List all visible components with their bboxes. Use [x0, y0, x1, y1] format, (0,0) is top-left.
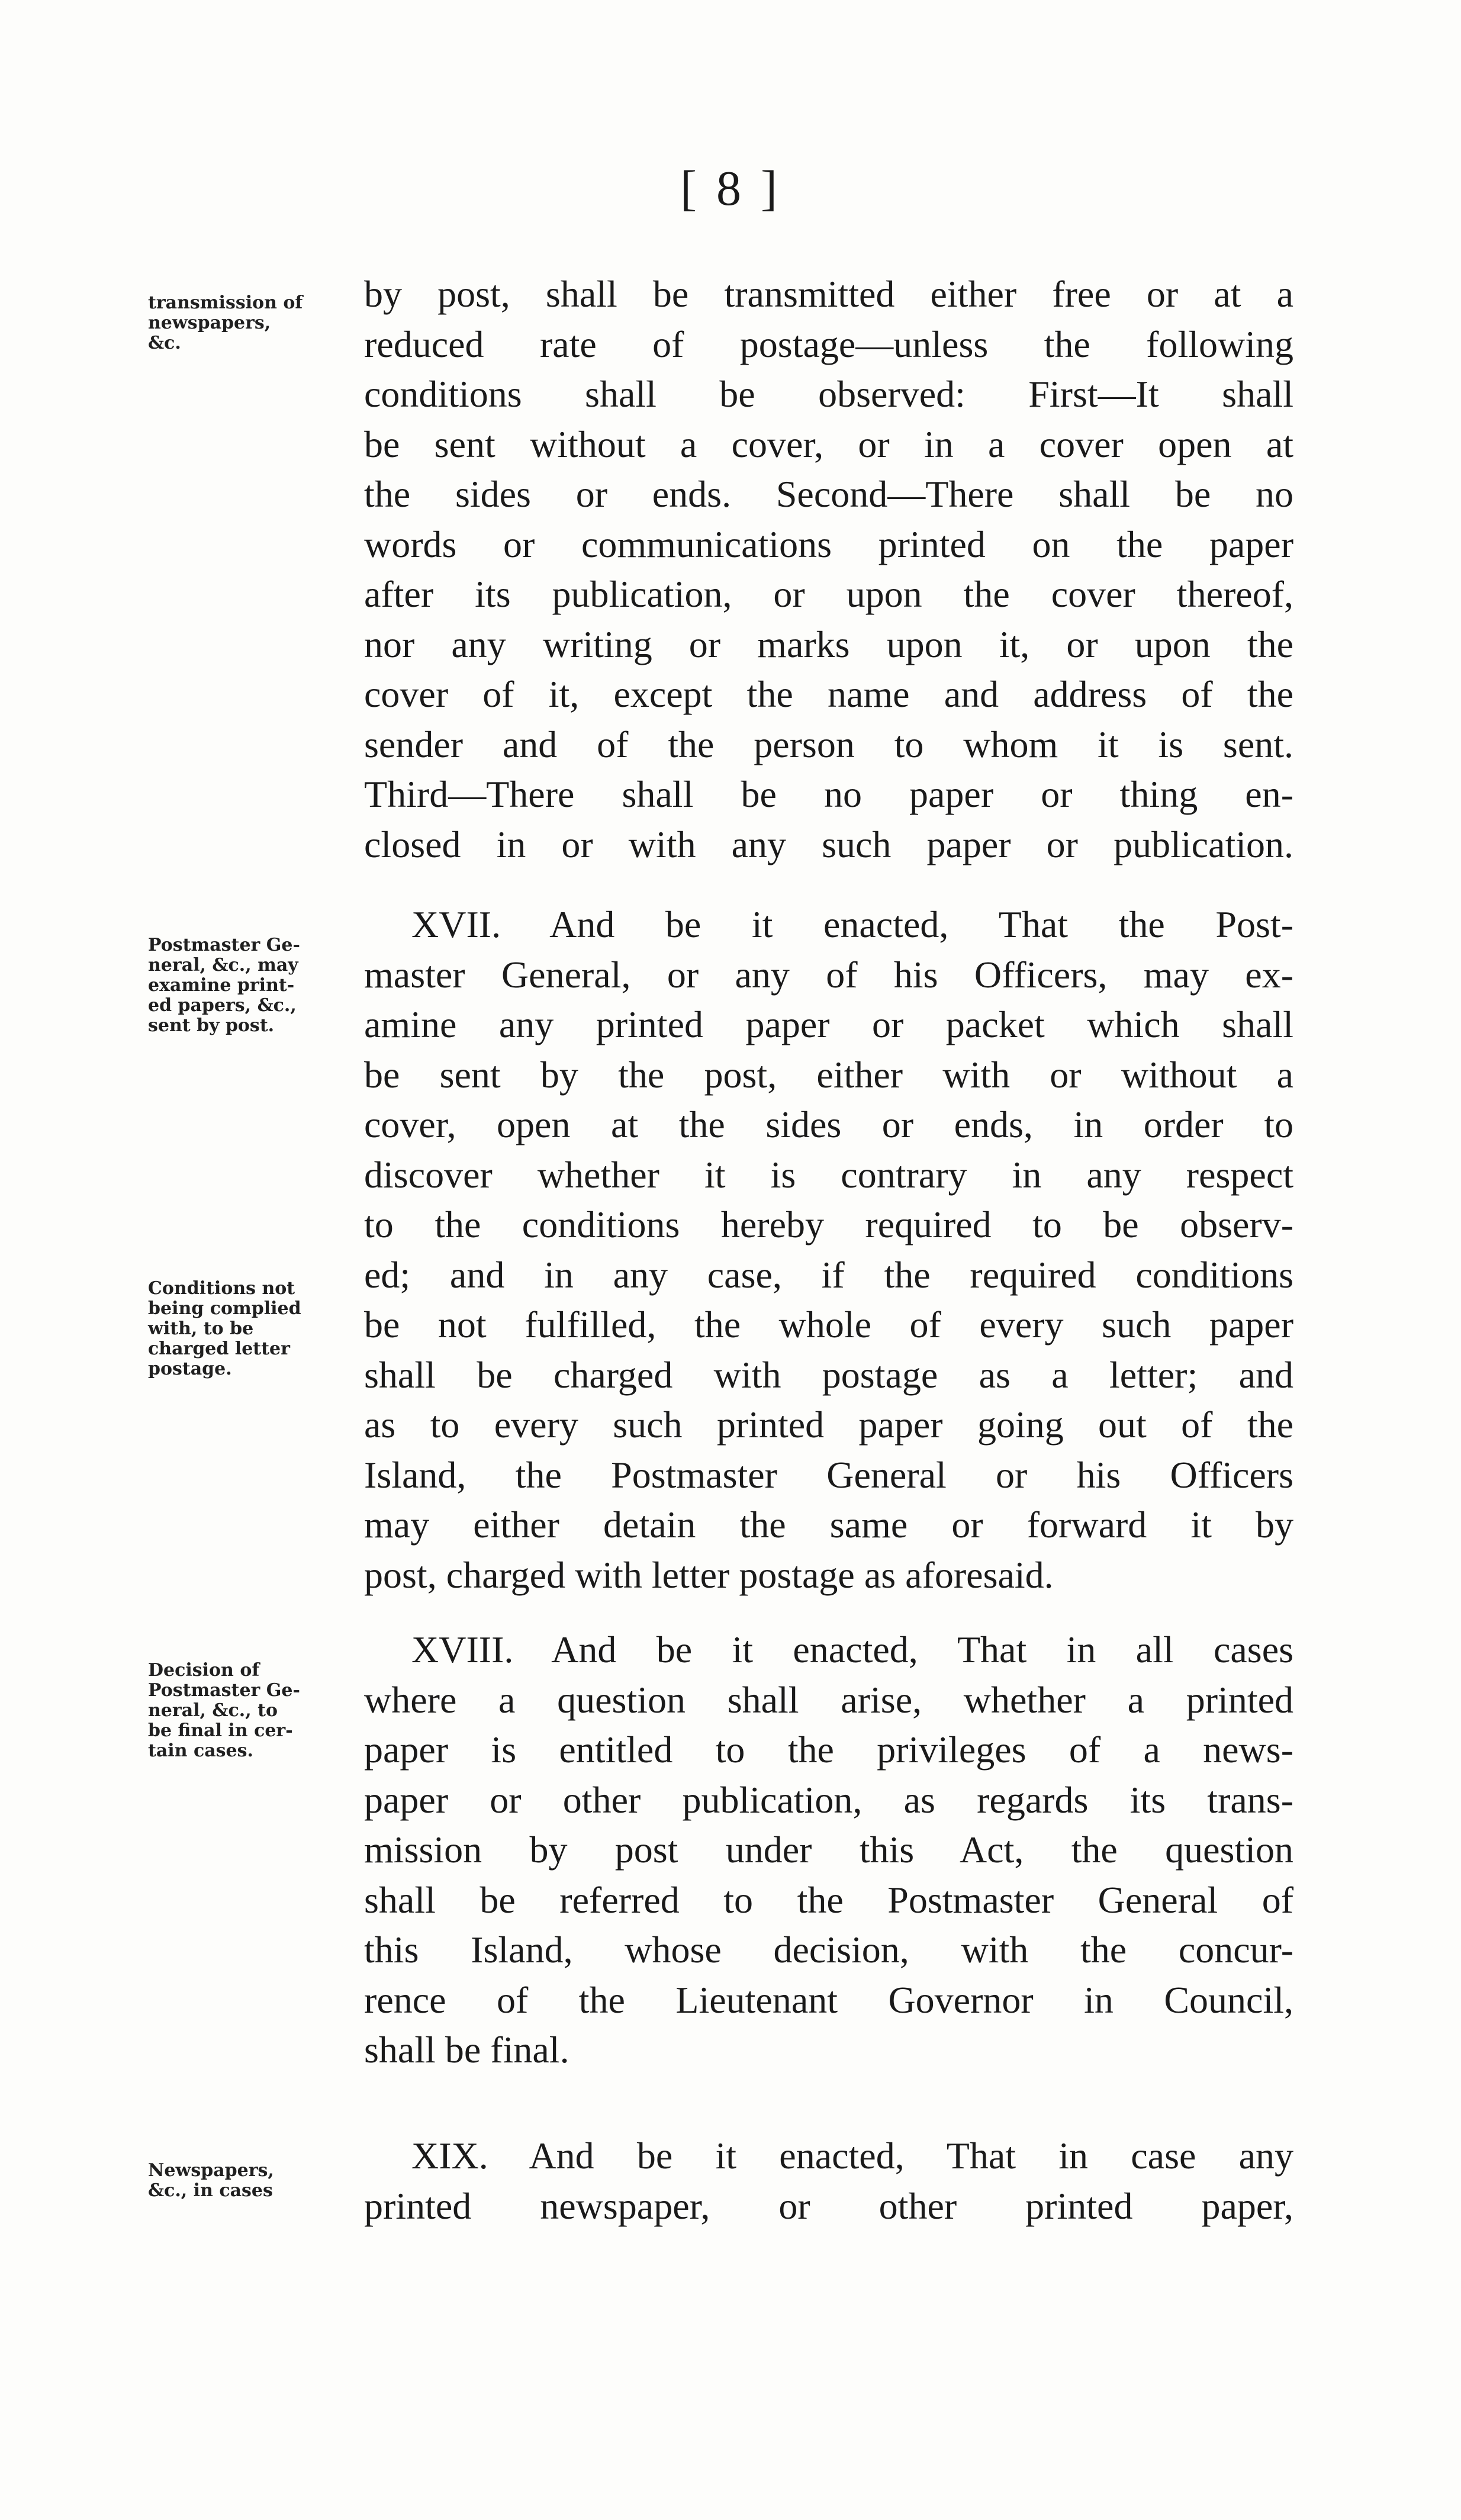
sidenote-line: with, to be — [148, 1318, 254, 1339]
sidenote-line: Decision of — [148, 1660, 260, 1681]
sidenote-conditions-not-complied — [148, 1279, 343, 1379]
sidenote-line: newspapers, — [148, 313, 271, 333]
text-line: as to every such printed paper going out of the — [364, 1404, 1293, 1446]
text-line: be sent without a cover, or in a cover open at — [364, 423, 1293, 465]
text-line: cover of it, except the name and address of the — [364, 673, 1293, 715]
text-line: conditions shall be observed: First—It shall — [364, 373, 1293, 415]
sidenote-newspapers-in-cases — [148, 2161, 343, 2201]
text-line: paper is entitled to the privileges of a news- — [364, 1729, 1293, 1771]
sidenote-line: ed papers, &c., — [148, 995, 297, 1016]
text-line: shall be final. — [364, 2029, 569, 2071]
text-line: XIX. And be it enacted, That in case any — [411, 2135, 1293, 2177]
text-line: sender and of the person to whom it is sent. — [364, 723, 1293, 765]
text-line: amine any printed paper or packet which shall — [364, 1003, 1293, 1045]
text-line: words or communications printed on the paper — [364, 523, 1293, 565]
text-line: the sides or ends. Second—There shall be no — [364, 473, 1293, 515]
sidenote-line: examine print- — [148, 975, 295, 996]
text-line: to the conditions hereby required to be observ- — [364, 1203, 1293, 1245]
sidenote-line: Newspapers, — [148, 2160, 274, 2181]
sidenote-postmaster-may-examine — [148, 935, 343, 1036]
text-line: be not fulfilled, the whole of every such paper — [364, 1304, 1293, 1346]
sidenote-line: &c. — [148, 333, 181, 353]
sidenote-transmission-of-newspapers — [148, 293, 343, 353]
text-line: Third—There shall be no paper or thing en- — [364, 773, 1293, 815]
text-line: paper or other publication, as regards its trans- — [364, 1778, 1293, 1821]
text-line: closed in or with any such paper or publication. — [364, 823, 1293, 865]
text-line: printed newspaper, or other printed paper, — [364, 2184, 1293, 2227]
text-line: after its publication, or upon the cover thereof, — [364, 573, 1293, 615]
sidenote-line: sent by post. — [148, 1015, 275, 1036]
text-line: shall be referred to the Postmaster General of — [364, 1878, 1293, 1921]
paragraph-continuation — [364, 269, 1293, 870]
sidenote-line: Postmaster Ge- — [148, 935, 300, 955]
text-line: cover, open at the sides or ends, in order to — [364, 1103, 1293, 1145]
text-line: ed; and in any case, if the required conditions — [364, 1253, 1293, 1296]
sidenote-line: tain cases. — [148, 1740, 253, 1761]
text-line: discover whether it is contrary in any respect — [364, 1153, 1293, 1196]
page-number: [ 8 ] — [680, 161, 781, 216]
text-line: be sent by the post, either with or without a — [364, 1053, 1293, 1096]
sidenote-line: &c., in cases — [148, 2180, 273, 2201]
sidenote-line: be final in cer- — [148, 1720, 293, 1741]
sidenote-line: being complied — [148, 1298, 301, 1319]
text-line: rence of the Lieutenant Governor in Council, — [364, 1978, 1293, 2021]
text-line: where a question shall arise, whether a printed — [364, 1678, 1293, 1721]
sidenote-line: charged letter — [148, 1338, 290, 1359]
sidenote-line: neral, &c., may — [148, 955, 298, 976]
text-line: XVIII. And be it enacted, That in all cases — [411, 1628, 1293, 1671]
sidenote-line: postage. — [148, 1359, 232, 1379]
text-line: this Island, whose decision, with the concur- — [364, 1929, 1293, 1971]
text-line: by post, shall be transmitted either free or at a — [364, 273, 1293, 315]
text-line: Island, the Postmaster General or his Officers — [364, 1453, 1293, 1496]
section-xvii — [364, 900, 1293, 1600]
text-line: may either detain the same or forward it by — [364, 1504, 1293, 1546]
sidenote-line: Postmaster Ge- — [148, 1680, 300, 1701]
text-line: XVII. And be it enacted, That the Post- — [411, 903, 1293, 945]
sidenote-decision-final — [148, 1660, 343, 1761]
text-line: reduced rate of postage—unless the following — [364, 323, 1293, 365]
section-xviii — [364, 1625, 1293, 2075]
section-xix — [364, 2131, 1293, 2231]
sidenote-line: neral, &c., to — [148, 1700, 278, 1721]
text-line: master General, or any of his Officers, may ex- — [364, 953, 1293, 996]
sidenote-line: Conditions not — [148, 1278, 295, 1299]
text-line: nor any writing or marks upon it, or upon the — [364, 623, 1293, 665]
text-line: post, charged with letter postage as aforesaid. — [364, 1553, 1054, 1596]
sidenote-line: transmission of — [148, 292, 303, 313]
text-line: shall be charged with postage as a letter; and — [364, 1353, 1293, 1396]
text-line: mission by post under this Act, the question — [364, 1829, 1293, 1871]
